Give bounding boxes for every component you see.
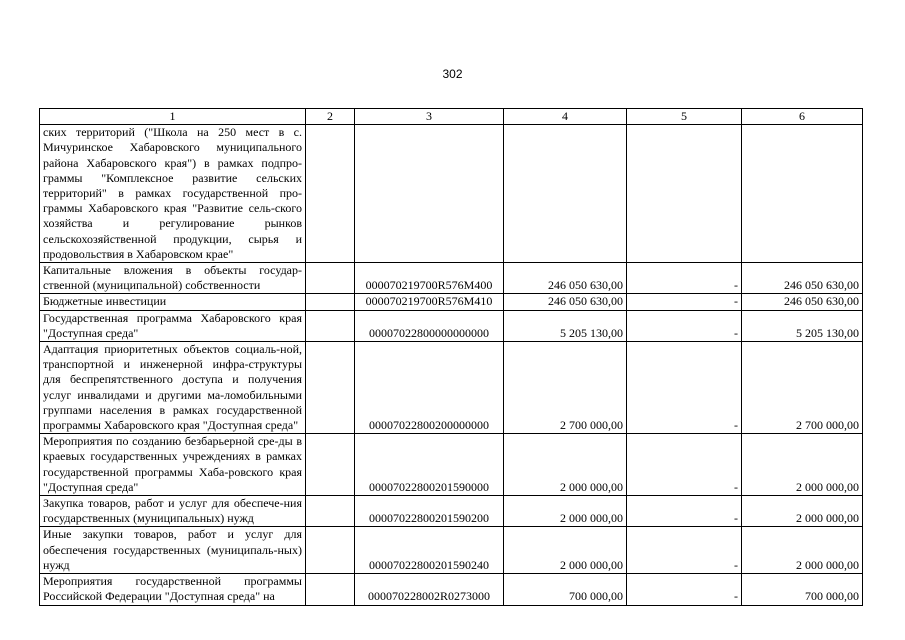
budget-table [39, 108, 863, 606]
row-col6: 246 050 630,00 [742, 294, 863, 310]
column-header-4: 4 [504, 109, 627, 125]
row-col5: - [627, 527, 742, 574]
column-header-2: 2 [306, 109, 355, 125]
table-row [40, 527, 863, 574]
row-col2 [306, 434, 355, 496]
row-col5: - [627, 294, 742, 310]
table-row [40, 125, 863, 263]
table-row [40, 310, 863, 341]
row-col5 [627, 125, 742, 263]
header-row [40, 109, 863, 125]
table-row [40, 434, 863, 496]
row-code: 00007022800201590240 [355, 527, 504, 574]
row-col5: - [627, 342, 742, 434]
page-number: 302 [442, 67, 463, 81]
row-col5: - [627, 310, 742, 341]
row-col2 [306, 342, 355, 434]
row-col6 [742, 125, 863, 263]
row-col5: - [627, 574, 742, 605]
table-row [40, 342, 863, 434]
row-code: 00007022800000000000 [355, 310, 504, 341]
row-code: 00007022800200000000 [355, 342, 504, 434]
row-col4: 2 000 000,00 [504, 434, 627, 496]
row-col5: - [627, 434, 742, 496]
row-col6: 2 000 000,00 [742, 496, 863, 527]
row-col4: 2 700 000,00 [504, 342, 627, 434]
row-code: 000070219700R576M400 [355, 263, 504, 294]
row-col2 [306, 310, 355, 341]
row-name: Государственная программа Хабаровского края "Доступная среда" [40, 310, 306, 341]
row-col2 [306, 527, 355, 574]
row-col6: 2 000 000,00 [742, 527, 863, 574]
column-header-5: 5 [627, 109, 742, 125]
row-name: Капитальные вложения в объекты государ-ственной (муниципальной) собственности [40, 263, 306, 294]
table-row [40, 263, 863, 294]
row-col6: 2 000 000,00 [742, 434, 863, 496]
table-row [40, 294, 863, 310]
row-name: Адаптация приоритетных объектов социаль-ной, транспортной и инженерной инфра-структуры для беспрепятственного доступа и получения услуг инвалидами и другими ма-ломобильными группами населения в рамках государственной программы Хабаровского края "Доступная среда" [40, 342, 306, 434]
row-col4: 246 050 630,00 [504, 294, 627, 310]
row-name: ских территорий ("Школа на 250 мест в с. Мичуринское Хабаровского муниципального района Хабаровского края") в рамках подпро-граммы "Комплексное развитие сельских территорий" в рамках государственной про-граммы Хабаровского края "Развитие сель-ского хозяйства и регулирование рынков сельскохозяйственной продукции, сырья и продовольствия в Хабаровском крае" [40, 125, 306, 263]
row-col2 [306, 294, 355, 310]
row-code: 000070228002R0273000 [355, 574, 504, 605]
row-col2 [306, 574, 355, 605]
row-name: Бюджетные инвестиции [40, 294, 306, 310]
table-row [40, 574, 863, 605]
row-col4: 246 050 630,00 [504, 263, 627, 294]
row-col4: 700 000,00 [504, 574, 627, 605]
row-name: Иные закупки товаров, работ и услуг для обеспечения государственных (муниципаль-ных) нужд [40, 527, 306, 574]
column-header-3: 3 [355, 109, 504, 125]
row-col6: 5 205 130,00 [742, 310, 863, 341]
row-col5: - [627, 496, 742, 527]
column-header-6: 6 [742, 109, 863, 125]
column-header-1: 1 [40, 109, 306, 125]
row-code: 00007022800201590200 [355, 496, 504, 527]
table-row [40, 496, 863, 527]
row-code [355, 125, 504, 263]
row-code: 000070219700R576M410 [355, 294, 504, 310]
row-col4: 2 000 000,00 [504, 527, 627, 574]
row-col5: - [627, 263, 742, 294]
row-col6: 700 000,00 [742, 574, 863, 605]
row-col6: 246 050 630,00 [742, 263, 863, 294]
row-col4 [504, 125, 627, 263]
row-col2 [306, 125, 355, 263]
row-col4: 2 000 000,00 [504, 496, 627, 527]
row-col2 [306, 496, 355, 527]
row-name: Мероприятия государственной программы Российской Федерации "Доступная среда" на [40, 574, 306, 605]
row-col2 [306, 263, 355, 294]
row-name: Мероприятия по созданию безбарьерной сре-ды в краевых государственных учреждениях в рамках государственной программы Хаба-ровского края "Доступная среда" [40, 434, 306, 496]
row-col6: 2 700 000,00 [742, 342, 863, 434]
row-col4: 5 205 130,00 [504, 310, 627, 341]
row-name: Закупка товаров, работ и услуг для обеспече-ния государственных (муниципальных) нужд [40, 496, 306, 527]
row-code: 00007022800201590000 [355, 434, 504, 496]
